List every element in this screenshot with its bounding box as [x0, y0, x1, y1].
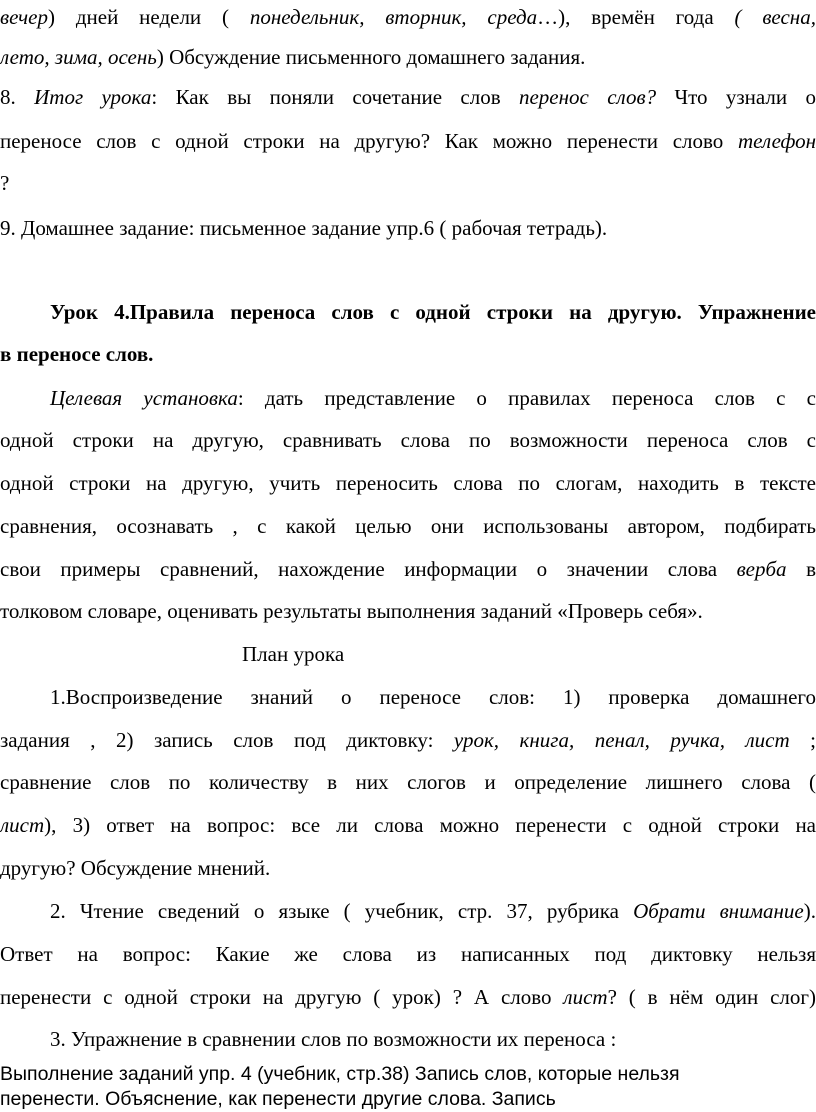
text-line: [50, 377, 816, 420]
text-run: задания , 2) запись слов под диктовку:: [0, 728, 454, 752]
text-run: перенести с одной строки на другую ( урок) ? А слово: [0, 985, 564, 1009]
text-run: : Как вы поняли сочетание слов: [151, 85, 519, 109]
text-line: [0, 976, 816, 1019]
text-run: 8.: [0, 85, 35, 109]
text-run: : дать представление о правилах переноса слов с с: [237, 386, 816, 410]
lesson-heading: [0, 333, 816, 376]
text-run: сравнения, осознавать , с какой целью они использованы автором, подбирать: [0, 514, 816, 538]
text-line: [50, 890, 816, 933]
text-line: [0, 1086, 816, 1112]
text-line: [0, 462, 816, 505]
text-run: свои примеры сравнений, нахождение информации о значении слова: [0, 557, 737, 581]
plan-title: [242, 633, 542, 676]
italic-text: верба: [736, 557, 787, 581]
text-run: в: [786, 557, 816, 581]
plan-title-text: План урока: [242, 642, 345, 666]
italic-text: вечер: [0, 5, 48, 29]
italic-text: понедельник, вторник, среда: [249, 5, 538, 29]
text-run: ? ( в нём один слог): [607, 985, 816, 1009]
heading-text: в переносе слов.: [0, 342, 154, 366]
lesson-heading: [50, 291, 816, 334]
text-run: ) дней недели (: [48, 5, 250, 29]
text-run: ;: [789, 728, 816, 752]
text-run: 3. Упражнение в сравнении слов по возможности их переноса :: [50, 1027, 617, 1051]
text-run: ?: [0, 171, 10, 195]
text-run: одной строки на другую, учить переносить слова по слогам, находить в тексте: [0, 471, 816, 495]
text-run: другую? Обсуждение мнений.: [0, 856, 271, 880]
italic-text: урок, книга, пенал, ручка, лист: [453, 728, 790, 752]
text-run: переносе слов с одной строки на другую? Как можно перенести слово: [0, 129, 738, 153]
text-run: ), 3) ответ на вопрос: все ли слова можно перенести с одной строки на: [44, 813, 816, 837]
text-line: [0, 505, 816, 548]
italic-text: лист: [0, 813, 45, 837]
italic-text: лист: [563, 985, 608, 1009]
text-run: 9. Домашнее задание: письменное задание упр.6 ( рабочая тетрадь).: [0, 216, 608, 240]
italic-text: Обрати внимание: [633, 899, 804, 923]
italic-text: телефон: [738, 129, 816, 153]
text-line: [0, 0, 816, 39]
text-line: [50, 676, 816, 719]
italic-text: перенос слов?: [518, 85, 657, 109]
text-line: [0, 847, 816, 890]
text-run: Что узнали о: [656, 85, 816, 109]
text-line: [0, 590, 816, 633]
text-line: [50, 1018, 816, 1061]
text-line: [0, 162, 816, 205]
italic-text: лето, зима, осень: [0, 45, 157, 69]
text-run: Ответ на вопрос: Какие же слова из написанных под диктовку нельзя: [0, 942, 816, 966]
text-line: [0, 719, 816, 762]
italic-text: Итог урока: [34, 85, 152, 109]
text-run: Выполнение заданий упр. 4 (учебник, стр.38) Запись слов, которые нельзя: [0, 1063, 680, 1085]
text-run: …), времён года: [537, 5, 735, 29]
text-run: 2. Чтение сведений о языке ( учебник, стр. 37, рубрика: [50, 899, 634, 923]
text-line: [0, 120, 816, 163]
text-line: [0, 36, 816, 79]
text-run: одной строки на другую, сравнивать слова по возможности переноса слов с: [0, 428, 816, 452]
text-line: [0, 1061, 816, 1087]
text-line: [0, 419, 816, 462]
heading-text: Урок 4.Правила переноса слов с одной строки на другую. Упражнение: [50, 300, 816, 324]
italic-text: ( весна,: [734, 5, 816, 29]
text-run: перенести. Объяснение, как перенести другие слова. Запись: [0, 1088, 556, 1110]
text-run: сравнение слов по количеству в них слогов и определение лишнего слова (: [0, 770, 816, 794]
text-run: ).: [803, 899, 816, 923]
text-run: толковом словаре, оценивать результаты выполнения заданий «Проверь себя».: [0, 599, 703, 623]
text-line: [0, 804, 816, 847]
text-line: [0, 933, 816, 976]
text-line: [0, 207, 816, 250]
italic-text: Целевая установка: [50, 386, 238, 410]
text-line: [0, 548, 816, 591]
text-run: ) Обсуждение письменного домашнего задания.: [156, 45, 586, 69]
text-line: [0, 761, 816, 804]
text-run: 1.Воспроизведение знаний о переносе слов: 1) проверка домашнего: [50, 685, 816, 709]
text-line: [0, 76, 816, 119]
